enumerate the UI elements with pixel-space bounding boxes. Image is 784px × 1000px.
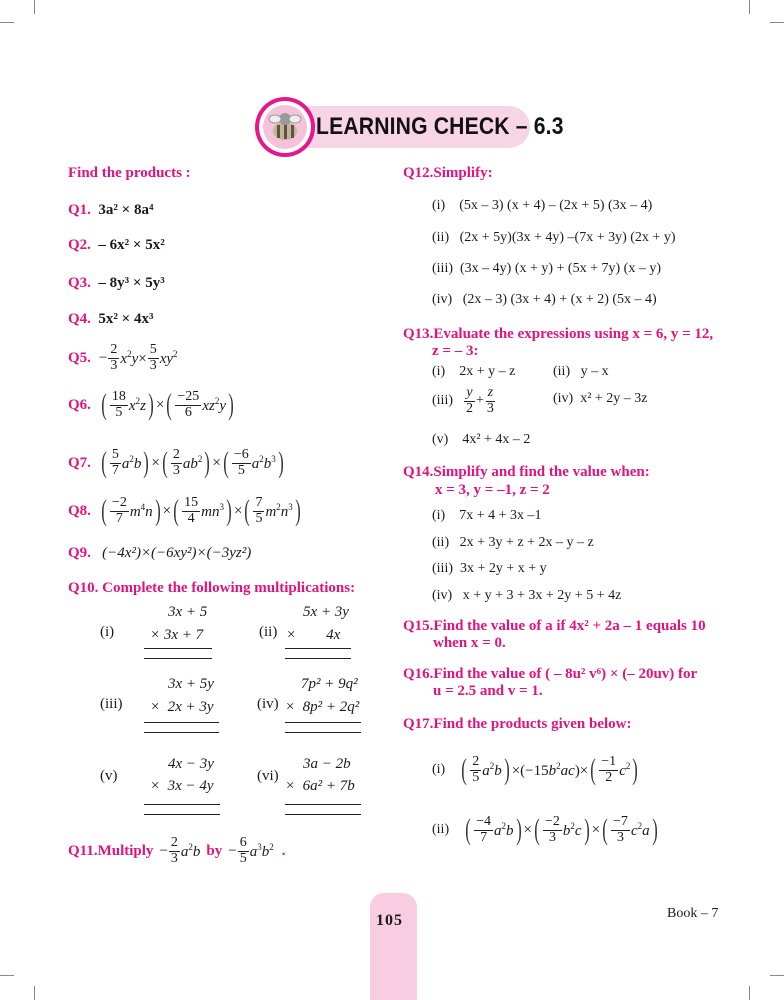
q12-item-i: (i) (5x – 3) (x + 4) – (2x + 5) (3x – 4) [432, 198, 653, 213]
question-16: Q16.Find the value of ( – 8u² v⁶) × (– 20uv) for [403, 666, 698, 682]
q12-item-iv: (iv) (2x – 3) (3x + 4) + (x + 2) (5x – 4) [432, 292, 657, 307]
intro-text: Find the products : [68, 165, 191, 181]
question-5: Q5. − $\frac{2}{3}$ $x^2y\times$ $\frac{5}{3}$ $xy^2$ [68, 342, 178, 373]
q13-item-i: (i) 2x + y – z [432, 364, 516, 379]
question-3: Q3. – 8y³ × 5y³ [68, 275, 165, 291]
q14-values: x = 3, y = –1, z = 2 [435, 482, 550, 498]
question-13: Q13.Evaluate the expressions using x = 6, y = 12, [403, 326, 714, 342]
page-number-tab [370, 893, 417, 1000]
q13-item-ii: (ii) y – x [553, 364, 609, 379]
bee-icon [263, 105, 307, 149]
mult-block-vi: (vi) 3a − 2b × 6a² + 7b [257, 756, 367, 818]
page-number: 105 [376, 912, 403, 929]
mult-block-ii: (ii) 5x + 3y × 4x [259, 604, 369, 659]
q12-item-iii: (iii) (3x – 4y) (x + y) + (5x + 7y) (x – y) [432, 261, 661, 276]
mult-block-i: (i) 3x + 5 × 3x + 7 [100, 604, 220, 659]
book-label: Book – 7 [667, 906, 719, 921]
question-4: Q4. 5x² × 4x³ [68, 311, 154, 327]
question-8: Q8. ( $\frac{-2}{7}$ $m^4n$ ) × ( $\frac{15}{4}$ $mn^3$ ) × ( $\frac{7}{5}$ $m^2n^3$ ) [68, 494, 301, 528]
mult-block-iv: (iv) 7p² + 9q² × 8p² + 2q² [257, 676, 367, 734]
q14-item-iii: (iii) 3x + 2y + x + y [432, 561, 547, 576]
q17-item-ii: (ii) ( $\frac{-4}{7}$ $a^2b$ ) × ( $\frac{-2}{3}$ $b^2c$ ) × ( $\frac{-7}{3}$ $c^2a$ ) [432, 813, 658, 847]
q14-item-i: (i) 7x + 4 + 3x –1 [432, 508, 542, 523]
q13-item-iii: (iii) $\frac{y}{2}$ + $\frac{z}{3}$ [432, 385, 494, 416]
page-title: LEARNING CHECK – 6.3 [316, 113, 564, 140]
question-1: Q1. 3a² × 8a⁴ [68, 202, 154, 218]
question-6: Q6. ( $\frac{18}{5}$ $x^2z$ ) × ( $\frac{-25}{6}$ $xz^2y$ ) [68, 388, 234, 422]
q14-item-iv: (iv) x + y + 3 + 3x + 2y + 5 + 4z [432, 588, 622, 603]
question-14: Q14.Simplify and find the value when: [403, 464, 650, 480]
question-7: Q7. ( $\frac{5}{7}$ $a^2b$ ) × ( $\frac{2}{3}$ $ab^2$ ) × ( $\frac{-6}{5}$ $a^2b^3$ ) [68, 446, 284, 480]
question-15: Q15.Find the value of a if 4x² + 2a – 1 equals 10 [403, 618, 706, 634]
question-12: Q12.Simplify: [403, 165, 493, 181]
q17-item-i: (i) ( $\frac{2}{5}$ $a^2b$ ) $\times(-15b^2ac)\times$ ( $\frac{-1}{2}$ $c^2$ ) [432, 753, 639, 787]
q16-text-2: u = 2.5 and v = 1. [433, 683, 543, 699]
q14-item-ii: (ii) 2x + 3y + z + 2x – y – z [432, 535, 594, 550]
question-11: Q11. Multiply − $\frac{2}{3}$ $a^2b$ by − $\frac{6}{5}$ $a^3b^2$ . [68, 835, 286, 866]
question-17: Q17.Find the products given below: [403, 716, 632, 732]
q13-item-v: (v) 4x² + 4x – 2 [432, 432, 531, 447]
question-9: Q9. (−4x²)×(−6xy²)×(−3yz²) [68, 545, 252, 561]
q13-item-iv: (iv) x² + 2y – 3z [553, 391, 648, 406]
mult-block-iii: (iii) 3x + 5y × 2x + 3y [100, 676, 225, 734]
question-10: Q10. Complete the following multiplications: [68, 580, 356, 596]
q13-text-2: z = – 3: [432, 343, 479, 359]
question-2: Q2. – 6x² × 5x² [68, 237, 165, 253]
q15-text-2: when x = 0. [433, 635, 506, 651]
q12-item-ii: (ii) (2x + 5y)(3x + 4y) –(7x + 3y) (2x + y) [432, 230, 676, 245]
mult-block-v: (v) 4x − 3y × 3x − 4y [100, 756, 225, 818]
